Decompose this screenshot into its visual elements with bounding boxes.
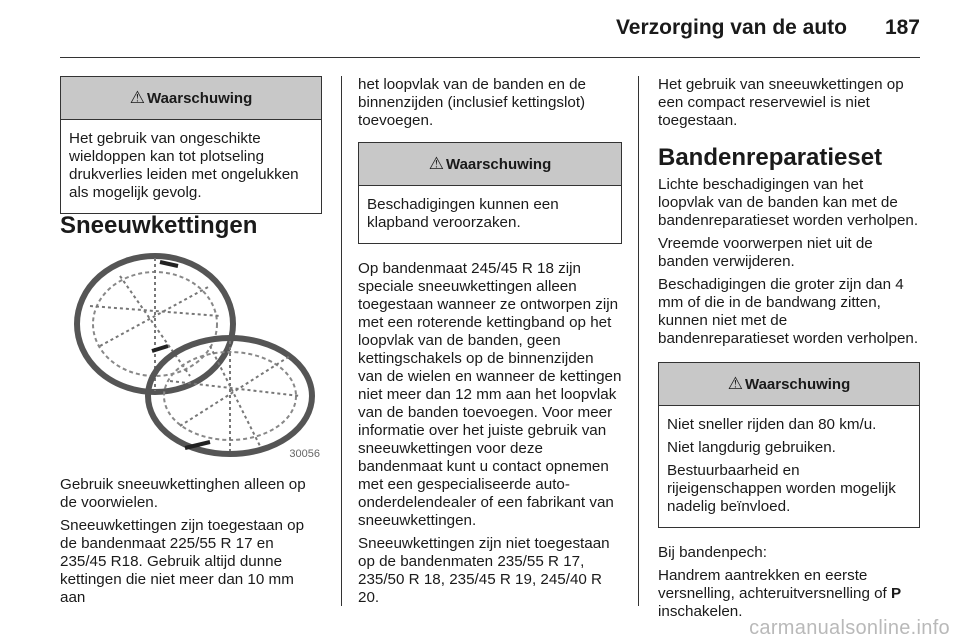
snow-chains-illustration [60,246,322,462]
paragraph: Gebruik sneeuwkettinghen alleen op de voorwielen. [60,476,306,511]
paragraph: Op bandenmaat 245/45 R 18 zijn speciale sneeuwkettingen alleen toegestaan wanneer ze ontworpen zijn met een roterende kettingband op het loopvlak van de banden, geen kettingschakels op de binnenzijden van de wielen en wanneer de kettingen niet meer dan 12 mm aan het loopvlak van de banden toevoegen. Voor meer informatie over het juiste gebruik van sneeuwkettingen voor deze bandenmaat kunt u contact opnemen met een gespecialiseerde auto-onderdelendealer of een fabrikant van sneeuwkettingen. [358,260,622,529]
paragraph-gear [658,567,920,621]
warning-triangle-icon: ⚠ [428,154,444,173]
column-1-text [60,476,322,612]
warning-line: Bestuurbaarheid en rijeigenschappen worden mogelijk nadelig beïnvloed. [667,462,896,515]
warning-box-speed [658,362,920,528]
paragraph: Lichte beschadigingen van het loopvlak van de banden kan met de bandenreparatieset worden verholpen. [658,176,919,229]
paragraph: Sneeuwkettingen zijn niet toegestaan op de bandenmaten 235/55 R 17, 235/50 R 18, 235/45 R 19, 245/40 R 20. [358,535,610,606]
paragraph: Beschadigingen die groter zijn dan 4 mm of die in de bandwang zitten, kunnen niet met de bandenreparatieset worden verholpen. [658,276,919,347]
warning-header [659,363,919,406]
warning-header [359,143,621,186]
warning-box-blowout [358,142,622,244]
column-divider-1 [341,76,342,606]
header-divider [60,57,920,58]
watermark: carmanualsonline.info [749,617,950,639]
column-divider-2 [638,76,639,606]
warning-line: Niet langdurig gebruiken. [667,439,836,456]
warning-box-wheelcovers [60,76,322,214]
section-heading-snow-chains: Sneeuwkettingen [60,212,258,239]
gear-p-bold: P [891,585,902,602]
warning-triangle-icon: ⚠ [129,88,145,107]
illustration-number: 30056 [289,448,320,460]
warning-header [61,77,321,120]
paragraph-intro: Het gebruik van sneeuwkettingen op een compact reservewiel is niet toegestaan. [658,76,904,129]
text-segment: inschakelen. [658,603,743,620]
warning-line: Niet sneller rijden dan 80 km/u. [667,416,877,433]
warning-text: Beschadigingen kunnen een klapband veroorzaken. [367,196,559,231]
page-header-title: Verzorging van de auto [615,16,847,39]
warning-label: Waarschuwing [445,155,552,173]
paragraph-continuation: het loopvlak van de banden en de binnenzijden (inclusief kettingslot) toevoegen. [358,76,586,129]
paragraph: Vreemde voorwerpen niet uit de banden verwijderen. [658,235,873,270]
warning-triangle-icon: ⚠ [727,374,743,393]
section-heading-repair-kit: Bandenreparatieset [658,144,883,171]
column-2 [358,76,622,612]
paragraph: Bij bandenpech: [658,544,767,561]
warning-label: Waarschuwing [146,89,253,107]
paragraph: Sneeuwkettingen zijn toegestaan op de bandenmaat 225/55 R 17 en 235/45 R18. Gebruik altijd dunne kettingen die niet meer dan 10 mm aan [60,517,305,606]
warning-text: Het gebruik van ongeschikte wieldoppen kan tot plotseling drukverlies leiden met ongelukken als mogelijk gevolg. [69,130,299,201]
column-1 [60,76,322,230]
snow-chains-drawing-icon [60,246,322,462]
text-segment: Handrem aantrekken en eerste versnelling, achteruitversnelling of [658,567,891,602]
warning-label: Waarschuwing [744,375,851,393]
column-3 [658,76,920,626]
page-number: 187 [884,16,920,39]
